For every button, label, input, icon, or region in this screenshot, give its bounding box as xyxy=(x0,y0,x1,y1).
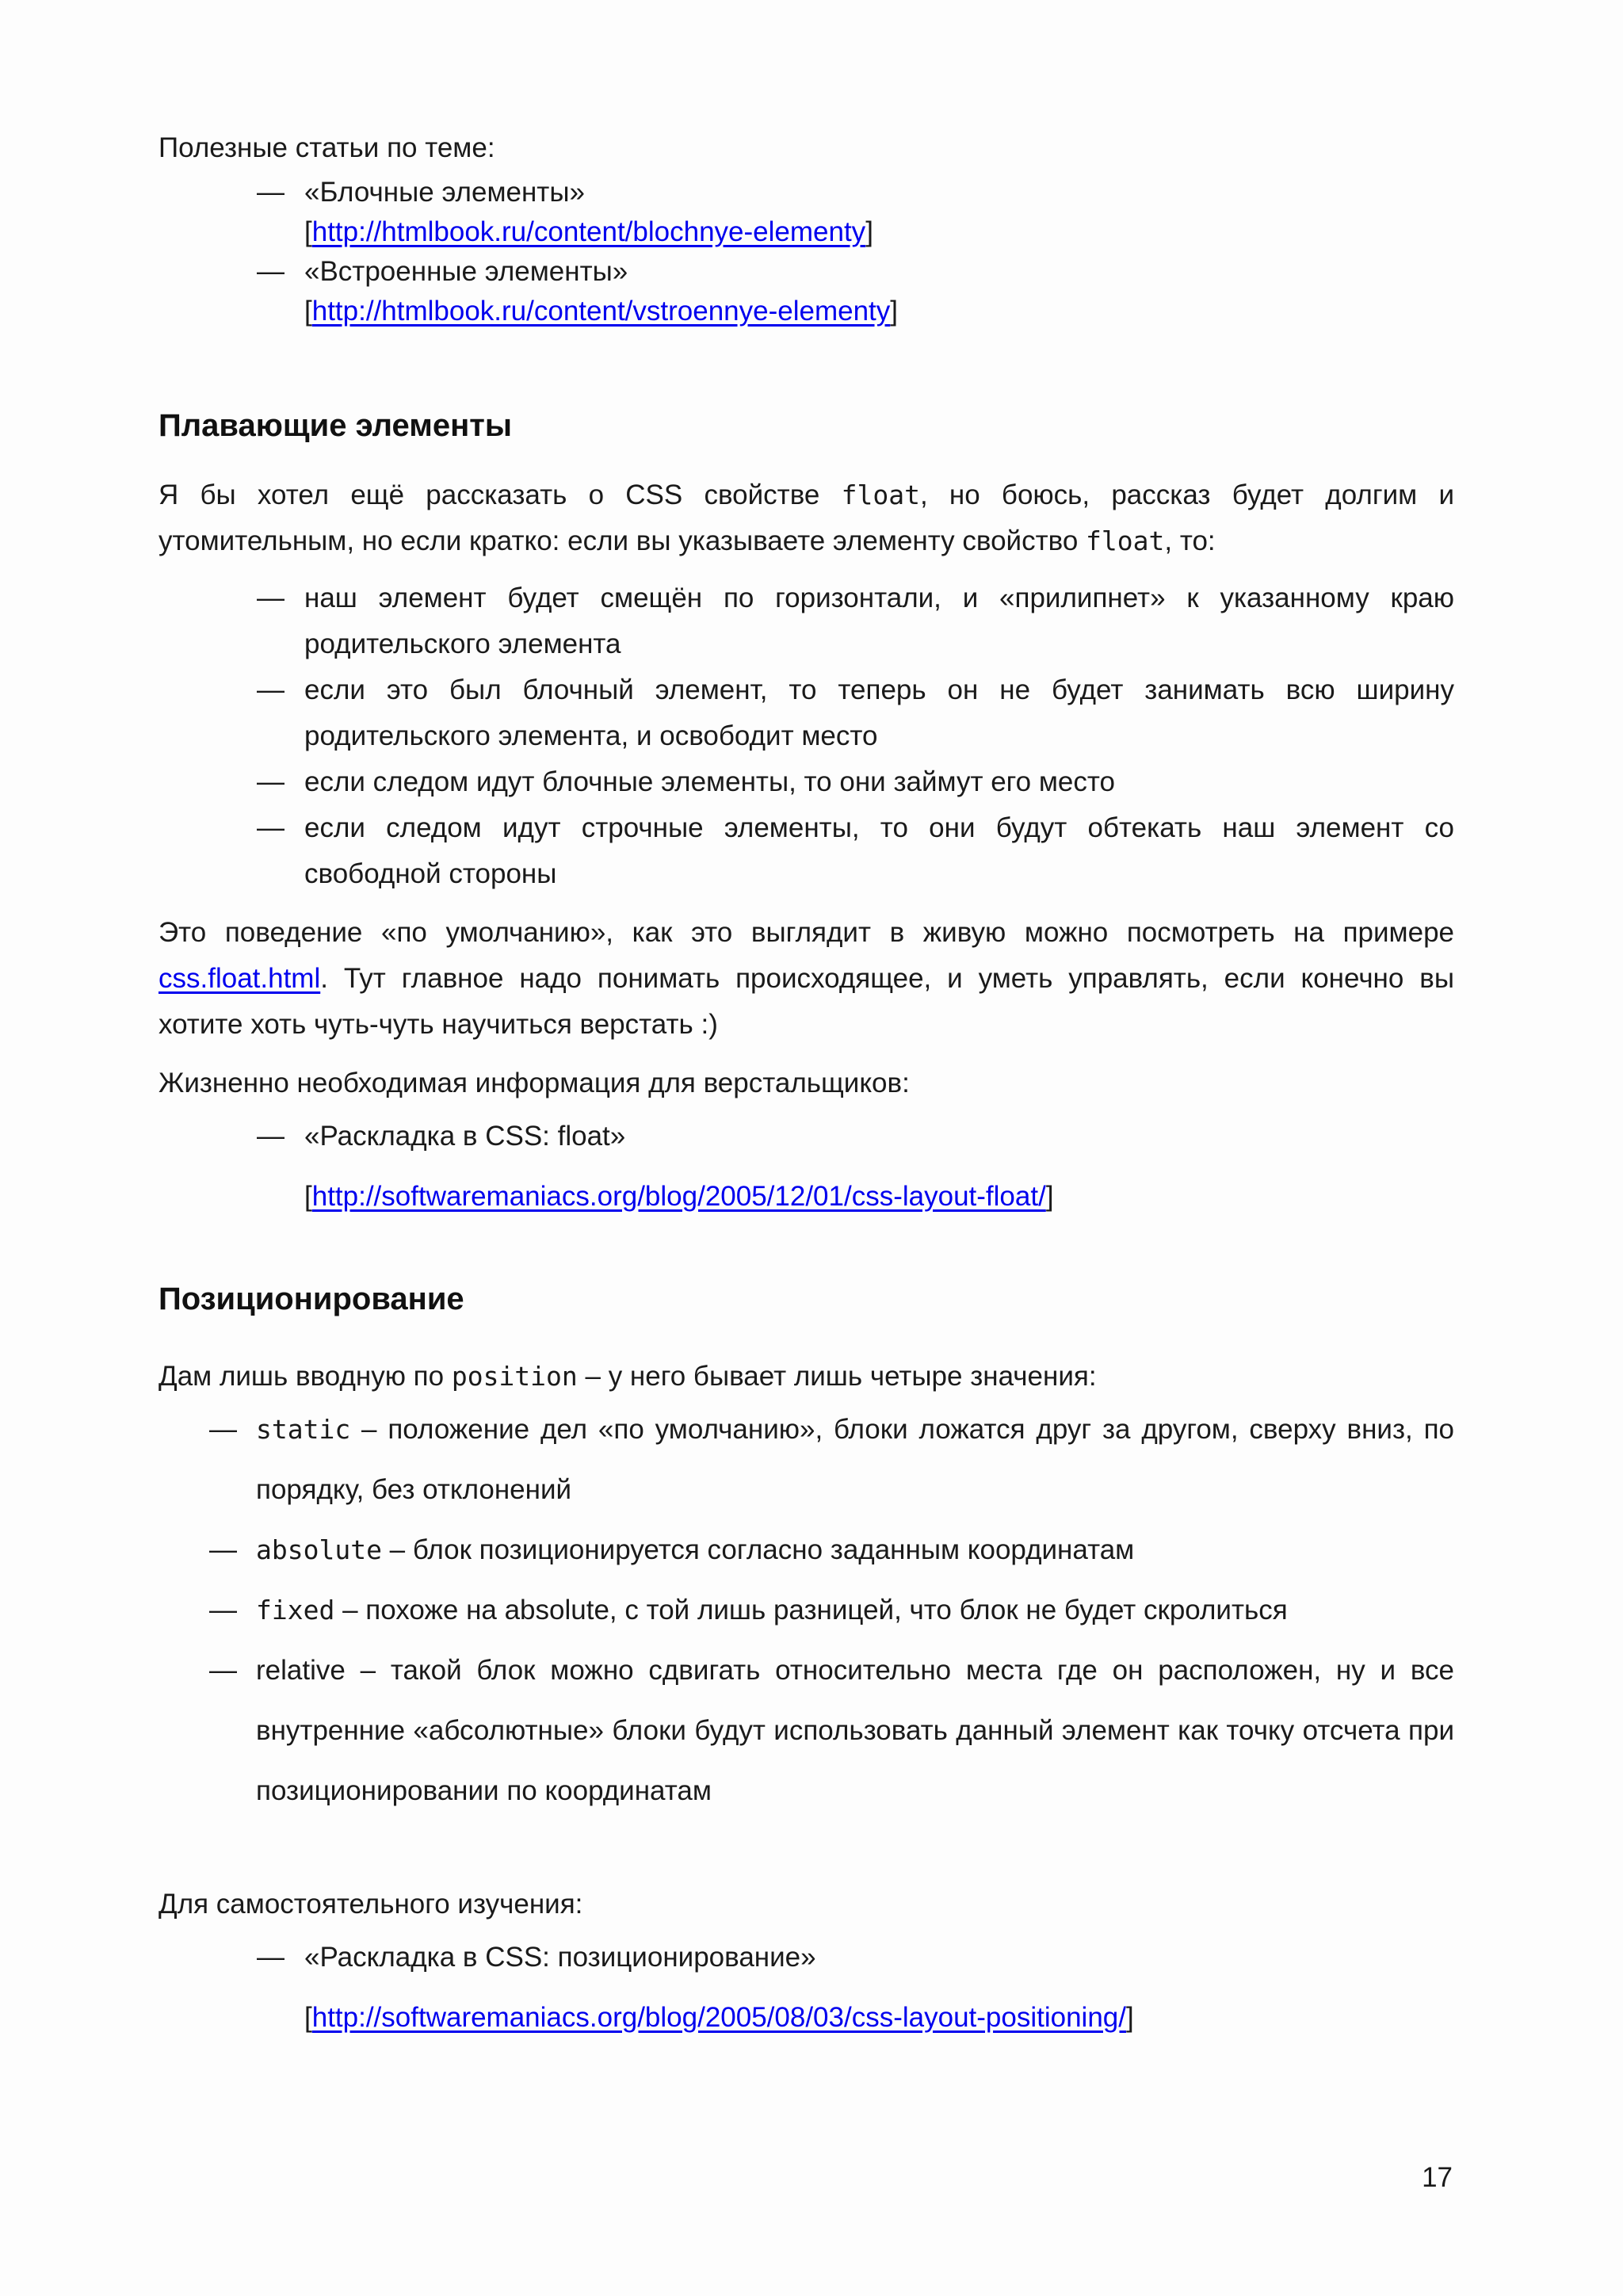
code-position: position xyxy=(451,1361,578,1392)
bullet-text: если следом идут строчные элементы, то они будут обтекать наш элемент со свободной стороны xyxy=(304,812,1454,889)
code-absolute: absolute xyxy=(256,1534,382,1565)
reference-link[interactable]: http://softwaremaniacs.org/blog/2005/12/01/css-layout-float/ xyxy=(311,1181,1046,1212)
dash-marker: — xyxy=(209,1414,237,1445)
article-link[interactable]: http://htmlbook.ru/content/blochnye-elementy xyxy=(311,216,866,247)
item-text: – блок позиционируется согласно заданным координатам xyxy=(381,1534,1135,1565)
text: – у него бывает лишь четыре значения: xyxy=(577,1361,1097,1392)
dash-marker: — xyxy=(257,177,285,208)
dash-marker: — xyxy=(257,256,285,287)
list-item xyxy=(158,1520,1454,1580)
section-heading-floating: Плавающие элементы xyxy=(158,408,513,443)
position-values-list xyxy=(158,1400,1454,1821)
section-heading-positioning: Позиционирование xyxy=(158,1282,464,1316)
useful-articles-intro: Полезные статьи по теме: xyxy=(158,132,495,163)
list-item: — «Раскладка в CSS: float» [http://softwaremaniacs.org/blog/2005/12/01/css-layout-float/] xyxy=(158,1106,1454,1227)
list-item xyxy=(158,667,1454,759)
paragraph xyxy=(158,472,1454,564)
paragraph xyxy=(158,910,1454,1048)
text: . Тут главное надо понимать происходящее, и уметь управлять, если конечно вы хотите хоть чуть-чуть научиться верстать :) xyxy=(158,963,1454,1040)
item-text: – похоже на absolute, с той лишь разницей, что блок не будет скролиться xyxy=(334,1595,1288,1626)
dash-marker: — xyxy=(257,674,285,705)
dash-marker: — xyxy=(209,1534,237,1565)
list-item: — «Встроенные элементы» [http://htmlbook.ru/content/vstroennye-elementy] xyxy=(158,252,1454,331)
positioning-reference xyxy=(158,1927,1454,2048)
list-item xyxy=(158,1400,1454,1520)
list-item xyxy=(158,575,1454,667)
example-link[interactable]: css.float.html xyxy=(158,963,321,994)
code-float: float xyxy=(841,479,920,510)
dash-marker: — xyxy=(257,583,285,613)
item-text: relative – такой блок можно сдвигать относительно места где он расположен, ну и все внутренние «абсолютные» блоки будут использовать данный элемент как точку отсчета при позиционировании по координатам xyxy=(256,1655,1454,1806)
reference-link[interactable]: http://softwaremaniacs.org/blog/2005/08/03/css-layout-positioning/ xyxy=(311,2002,1126,2033)
page-content xyxy=(158,132,1454,2048)
bullet-text: если это был блочный элемент, то теперь он не будет занимать всю ширину родительского элемента, и освободит место xyxy=(304,674,1454,751)
list-item xyxy=(158,759,1454,805)
code-float: float xyxy=(1086,525,1165,556)
useful-articles-list xyxy=(158,173,1454,331)
text: Дам лишь вводную по xyxy=(158,1361,452,1392)
page-number: 17 xyxy=(1422,2162,1453,2193)
dash-marker: — xyxy=(257,1942,285,1973)
paragraph: Для самостоятельного изучения: xyxy=(158,1889,583,1920)
code-fixed: fixed xyxy=(256,1595,335,1626)
float-reference xyxy=(158,1106,1454,1227)
dash-marker: — xyxy=(257,1121,285,1152)
article-title: «Блочные элементы» xyxy=(304,177,585,208)
reference-title: «Раскладка в CSS: позиционирование» xyxy=(304,1942,816,1973)
article-link[interactable]: http://htmlbook.ru/content/vstroennye-elementy xyxy=(311,296,891,327)
paragraph: Жизненно необходимая информация для верстальщиков: xyxy=(158,1068,910,1098)
text: Я бы хотел ещё рассказать о CSS свойстве xyxy=(158,479,842,510)
reference-title: «Раскладка в CSS: float» xyxy=(304,1121,626,1152)
paragraph xyxy=(158,1354,1454,1400)
text: , то: xyxy=(1164,525,1216,556)
code-static: static xyxy=(256,1414,351,1445)
dash-marker: — xyxy=(257,766,285,797)
text: Это поведение «по умолчанию», как это выглядит в живую можно посмотреть на примере xyxy=(158,917,1454,948)
dash-marker: — xyxy=(257,812,285,843)
bullet-text: наш элемент будет смещён по горизонтали, и «прилипнет» к указанному краю родительского элемента xyxy=(304,583,1454,659)
bullet-text: если следом идут блочные элементы, то они займут его место xyxy=(304,766,1115,797)
dash-marker: — xyxy=(209,1595,237,1626)
text: , но боюсь, рассказ будет долгим и утомительным, но если кратко: если вы указываете элементу свойство xyxy=(158,479,1454,556)
list-item: — «Блочные элементы» [http://htmlbook.ru/content/blochnye-elementy] xyxy=(158,173,1454,252)
list-item xyxy=(158,1580,1454,1641)
article-title: «Встроенные элементы» xyxy=(304,256,628,287)
item-text: – положение дел «по умолчанию», блоки ложатся друг за другом, сверху вниз, по порядку, без отклонений xyxy=(256,1414,1454,1505)
float-bullets xyxy=(158,575,1454,897)
list-item xyxy=(158,1641,1454,1821)
list-item: — «Раскладка в CSS: позиционирование» [http://softwaremaniacs.org/blog/2005/08/03/css-layout-positioning/] xyxy=(158,1927,1454,2048)
dash-marker: — xyxy=(209,1655,237,1686)
list-item xyxy=(158,805,1454,897)
